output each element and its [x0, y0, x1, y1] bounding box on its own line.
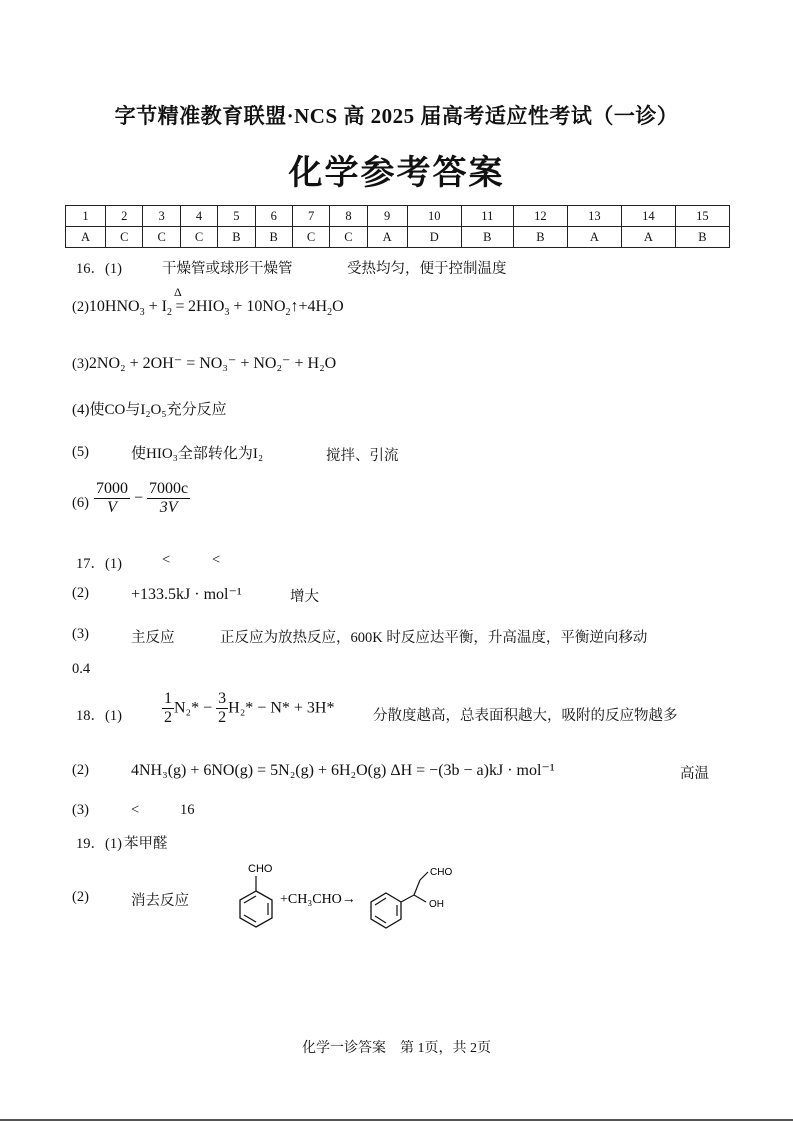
answer-number-cell: 14: [621, 206, 675, 227]
q18-label: 18．(1): [76, 708, 122, 724]
denominator: 2: [218, 709, 227, 727]
q18-3-answer-b: 16: [180, 802, 195, 818]
answer-number-cell: 4: [180, 206, 217, 227]
q16-3-label: (3): [72, 356, 89, 372]
numerator: 1: [162, 690, 174, 709]
denominator: V: [107, 499, 117, 517]
q16-4-label: (4): [72, 402, 90, 418]
answer-number-cell: 12: [513, 206, 567, 227]
q18-1-equation: [162, 690, 334, 728]
eq-term: 2HIO: [187, 298, 225, 315]
q17-1-answer-a: <: [162, 552, 171, 568]
minus-sign: −: [134, 489, 144, 507]
q17-2-answer-a: +133.5kJ · mol⁻¹: [131, 586, 242, 603]
eq-term: H₂* − N* + 3H*: [228, 699, 335, 717]
q18-2-equation: 4NH₃(g) + 6NO(g) = 5N₂(g) + 6H₂O(g) ΔH = −(3b − a)kJ · mol⁻¹: [131, 762, 555, 779]
product-oh-label: OH: [429, 899, 444, 910]
q16-2-label: (2): [72, 299, 89, 315]
eq-term: 10HNO: [88, 298, 140, 315]
answer-number-cell: 8: [330, 206, 367, 227]
q17-3-label: (3): [72, 626, 89, 642]
eq-term: O: [332, 298, 344, 315]
bottom-rule: [0, 1119, 793, 1121]
q17-label: 17．(1): [76, 556, 122, 572]
q18-3-label: (3): [72, 802, 89, 818]
q18-2-condition: 高温: [680, 766, 709, 782]
eq-text: 2NO₂ + 2OH⁻ = NO₃⁻ + NO₂⁻ + H₂O: [88, 355, 337, 372]
answer-choice-cell: A: [66, 227, 106, 248]
q16-label: 16．(1): [76, 261, 122, 277]
numerator: 7000: [94, 480, 130, 499]
q17-2-answer-b: 增大: [290, 589, 319, 605]
fraction-three-halves: [216, 690, 228, 728]
q16-5-answer-a: 使HIO₃全部转化为I₂: [131, 446, 264, 462]
heat-condition: Δ: [173, 285, 182, 299]
page-footer: 化学一诊答案 第 1页，共 2页: [302, 1041, 491, 1056]
q16-1-answer-b: 受热均匀，便于控制温度: [347, 261, 507, 277]
answer-choice-cell: C: [143, 227, 180, 248]
answer-choice-cell: C: [292, 227, 329, 248]
q19-2-reaction-scheme: [230, 860, 710, 940]
numerator: 3: [216, 690, 228, 709]
q16-6-expression: [94, 480, 190, 518]
bond: [414, 895, 426, 902]
q19-1-answer: 苯甲醛: [124, 836, 168, 852]
answer-number-cell: 10: [407, 206, 461, 227]
answer-number-cell: 5: [218, 206, 255, 227]
answer-choice-cell: B: [218, 227, 255, 248]
answer-number-cell: 13: [567, 206, 621, 227]
denominator: 3V: [159, 499, 178, 517]
answer-number-cell: 11: [461, 206, 513, 227]
answer-choice-cell: A: [621, 227, 675, 248]
q16-2-equation: $(2)10HNO_3 + I_2$ Δ = $2HIO_3$ + $10NO_2↑+4H_2O$: [72, 285, 344, 318]
answer-choice-cell: B: [513, 227, 567, 248]
page-title: 化学参考答案: [288, 153, 505, 193]
q18-3-answer-a: <: [131, 802, 140, 818]
eq-term: + 10NO: [229, 298, 286, 315]
answer-number-row: [66, 206, 730, 227]
answer-choice-cell: C: [106, 227, 143, 248]
answer-choice-cell: B: [461, 227, 513, 248]
answer-choice-cell: C: [330, 227, 367, 248]
q17-3-answer-a: 主反应: [131, 630, 175, 646]
denominator: 2: [164, 709, 172, 727]
fraction-1: [94, 480, 130, 518]
answer-choice-cell: B: [675, 227, 729, 248]
q18-2-label: (2): [72, 762, 89, 778]
q16-6-label: (6): [72, 495, 89, 511]
bond: [401, 895, 414, 902]
eq-term: ↑+4H: [290, 298, 328, 315]
q17-4-answer: 0.4: [72, 661, 91, 677]
fraction-2: [147, 480, 190, 518]
bond: [414, 880, 420, 895]
answer-number-cell: 9: [367, 206, 407, 227]
reagent-and-arrow: +CH₃CHO→: [280, 892, 356, 907]
answer-choice-cell: A: [567, 227, 621, 248]
product-cho-label: CHO: [430, 867, 453, 878]
fraction-half: [162, 690, 174, 728]
answer-choice-cell: A: [367, 227, 407, 248]
q18-1-explanation: 分散度越高，总表面积越大，吸附的反应物越多: [373, 708, 678, 724]
eq-term: N₂* −: [174, 699, 217, 717]
bond: [420, 872, 428, 880]
benzaldehyde-cho-label: CHO: [248, 863, 273, 875]
answer-choice-cell: B: [255, 227, 292, 248]
q17-2-label: (2): [72, 585, 89, 601]
answer-number-cell: 6: [255, 206, 292, 227]
answer-table: [65, 205, 730, 248]
q16-4-text: 使CO与I₂O₅充分反应: [89, 402, 227, 418]
q16-1-answer-a: 干燥管或球形干燥管: [162, 261, 293, 277]
answer-choice-cell: C: [180, 227, 217, 248]
q17-1-answer-b: <: [212, 552, 221, 568]
q19-2-reaction-type: 消去反应: [131, 893, 189, 909]
q16-5-label: (5): [72, 444, 89, 460]
q19-label: 19．(1): [76, 836, 122, 852]
q19-2-label: (2): [72, 889, 89, 905]
q16-4-answer: [72, 398, 227, 419]
answer-choice-row: [66, 227, 730, 248]
eq-term: + I: [144, 298, 167, 315]
exam-title: 字节精准教育联盟·NCS 高 2025 届高考适应性考试（一诊）: [114, 104, 679, 128]
q17-3-answer-b: 正反应为放热反应，600K 时反应达平衡，升高温度，平衡逆向移动: [220, 630, 648, 646]
q16-3-equation: [72, 353, 336, 373]
q16-5-answer-b: 搅拌、引流: [326, 448, 399, 464]
numerator: 7000c: [147, 480, 190, 499]
answer-number-cell: 15: [675, 206, 729, 227]
answer-number-cell: 1: [66, 206, 106, 227]
answer-number-cell: 2: [106, 206, 143, 227]
answer-number-cell: 3: [143, 206, 180, 227]
answer-number-cell: 7: [292, 206, 329, 227]
answer-choice-cell: D: [407, 227, 461, 248]
